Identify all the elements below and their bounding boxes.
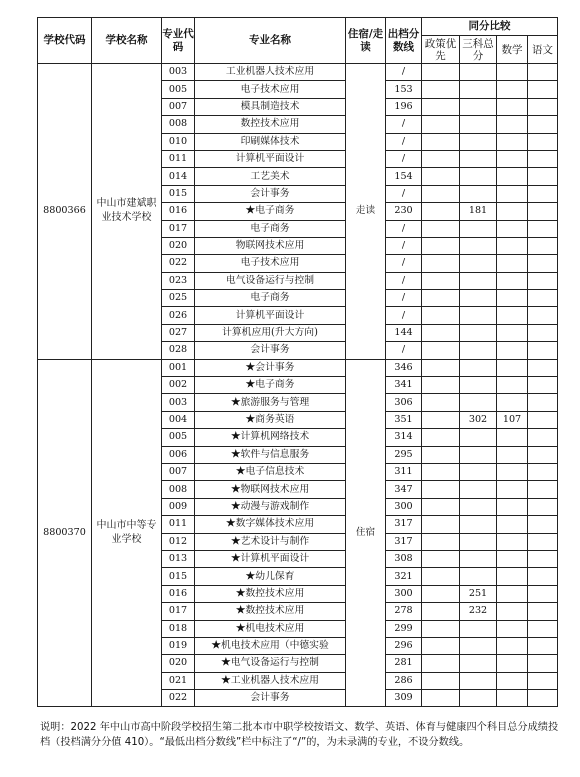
min-score-cell: / <box>386 342 422 359</box>
major-name-cell: ★计算机平面设计 <box>195 550 346 567</box>
three-total-cell <box>460 620 497 637</box>
major-code-cell: 007 <box>162 98 195 115</box>
chinese-cell <box>528 585 558 602</box>
min-score-cell: 317 <box>386 516 422 533</box>
min-score-cell: 196 <box>386 98 422 115</box>
major-name-cell: ★计算机网络技术 <box>195 429 346 446</box>
chinese-cell <box>528 550 558 567</box>
major-name-cell: ★数控技术应用 <box>195 603 346 620</box>
major-code-cell: 004 <box>162 411 195 428</box>
major-name-cell: ★数字媒体技术应用 <box>195 516 346 533</box>
three-total-cell <box>460 81 497 98</box>
three-total-cell <box>460 481 497 498</box>
three-total-cell <box>460 637 497 654</box>
major-code-cell: 013 <box>162 550 195 567</box>
major-code-cell: 017 <box>162 220 195 237</box>
math-cell <box>497 272 528 289</box>
policy-cell <box>422 690 460 707</box>
policy-cell <box>422 429 460 446</box>
chinese-cell <box>528 481 558 498</box>
min-score-cell: 230 <box>386 203 422 220</box>
school-code-cell: 8800370 <box>38 359 92 707</box>
chinese-cell <box>528 342 558 359</box>
chinese-cell <box>528 185 558 202</box>
major-code-cell: 017 <box>162 603 195 620</box>
major-name-cell: 电气设备运行与控制 <box>195 272 346 289</box>
major-code-cell: 025 <box>162 290 195 307</box>
major-name-cell: 电子技术应用 <box>195 255 346 272</box>
three-total-cell: 251 <box>460 585 497 602</box>
math-cell <box>497 655 528 672</box>
major-name-cell: ★工业机器人技术应用 <box>195 672 346 689</box>
major-name-cell: ★电子信息技术 <box>195 463 346 480</box>
three-total-cell <box>460 446 497 463</box>
math-cell <box>497 446 528 463</box>
math-cell <box>497 98 528 115</box>
math-cell <box>497 290 528 307</box>
header-chinese: 语文 <box>528 36 558 64</box>
policy-cell <box>422 533 460 550</box>
min-score-cell: 351 <box>386 411 422 428</box>
major-code-cell: 005 <box>162 81 195 98</box>
min-score-cell: 309 <box>386 690 422 707</box>
major-name-cell: ★旅游服务与管理 <box>195 394 346 411</box>
math-cell <box>497 568 528 585</box>
policy-cell <box>422 377 460 394</box>
policy-cell <box>422 585 460 602</box>
table-body <box>38 64 558 707</box>
major-name-cell: 电子技术应用 <box>195 81 346 98</box>
policy-cell <box>422 116 460 133</box>
math-cell <box>497 585 528 602</box>
chinese-cell <box>528 533 558 550</box>
chinese-cell <box>528 394 558 411</box>
chinese-cell <box>528 203 558 220</box>
header-three-total: 三科总分 <box>460 36 497 64</box>
min-score-cell: 278 <box>386 603 422 620</box>
three-total-cell: 232 <box>460 603 497 620</box>
policy-cell <box>422 220 460 237</box>
major-name-cell: ★电气设备运行与控制 <box>195 655 346 672</box>
min-score-cell: / <box>386 133 422 150</box>
math-cell <box>497 203 528 220</box>
chinese-cell <box>528 290 558 307</box>
chinese-cell <box>528 220 558 237</box>
policy-cell <box>422 481 460 498</box>
chinese-cell <box>528 64 558 81</box>
major-code-cell: 002 <box>162 377 195 394</box>
header-school-name: 学校名称 <box>92 18 162 64</box>
header-school-code: 学校代码 <box>38 18 92 64</box>
math-cell <box>497 237 528 254</box>
chinese-cell <box>528 516 558 533</box>
math-cell <box>497 498 528 515</box>
three-total-cell <box>460 185 497 202</box>
policy-cell <box>422 655 460 672</box>
major-code-cell: 010 <box>162 133 195 150</box>
min-score-cell: / <box>386 116 422 133</box>
three-total-cell <box>460 342 497 359</box>
min-score-cell: / <box>386 307 422 324</box>
major-name-cell: ★艺术设计与制作 <box>195 533 346 550</box>
major-name-cell: ★电子商务 <box>195 203 346 220</box>
math-cell <box>497 463 528 480</box>
min-score-cell: 300 <box>386 585 422 602</box>
major-code-cell: 026 <box>162 307 195 324</box>
major-code-cell: 003 <box>162 394 195 411</box>
policy-cell <box>422 516 460 533</box>
major-code-cell: 015 <box>162 185 195 202</box>
math-cell <box>497 516 528 533</box>
major-name-cell: ★动漫与游戏制作 <box>195 498 346 515</box>
chinese-cell <box>528 411 558 428</box>
min-score-cell: 153 <box>386 81 422 98</box>
boarding-cell: 走读 <box>346 64 386 360</box>
major-name-cell: 会计事务 <box>195 185 346 202</box>
boarding-cell: 住宿 <box>346 359 386 707</box>
three-total-cell <box>460 237 497 254</box>
major-name-cell: 会计事务 <box>195 690 346 707</box>
three-total-cell <box>460 220 497 237</box>
math-cell <box>497 550 528 567</box>
major-code-cell: 003 <box>162 64 195 81</box>
major-code-cell: 018 <box>162 620 195 637</box>
school-name-cell: 中山市中等专业学校 <box>92 359 162 707</box>
major-name-cell: 印刷媒体技术 <box>195 133 346 150</box>
major-name-cell: ★软件与信息服务 <box>195 446 346 463</box>
math-cell <box>497 255 528 272</box>
three-total-cell <box>460 516 497 533</box>
math-cell <box>497 690 528 707</box>
major-code-cell: 011 <box>162 516 195 533</box>
policy-cell <box>422 290 460 307</box>
major-code-cell: 008 <box>162 116 195 133</box>
footnote: 说明：2022 年中山市高中阶段学校招生第二批本市中职学校按语文、数学、英语、体育与健康四个科目总分成绩投档（投档满分分值 410）。“最低出档分数线”栏中标注了“/”的，为未录满的专业，不设分数线。 <box>40 722 559 748</box>
chinese-cell <box>528 116 558 133</box>
min-score-cell: 314 <box>386 429 422 446</box>
policy-cell <box>422 637 460 654</box>
math-cell <box>497 324 528 341</box>
min-score-cell: / <box>386 255 422 272</box>
chinese-cell <box>528 672 558 689</box>
min-score-cell: 347 <box>386 481 422 498</box>
table-row <box>38 64 558 81</box>
min-score-cell: 154 <box>386 168 422 185</box>
math-cell <box>497 481 528 498</box>
major-code-cell: 007 <box>162 463 195 480</box>
three-total-cell <box>460 377 497 394</box>
major-code-cell: 016 <box>162 203 195 220</box>
major-name-cell: 模具制造技术 <box>195 98 346 115</box>
min-score-cell: 341 <box>386 377 422 394</box>
chinese-cell <box>528 498 558 515</box>
min-score-cell: 144 <box>386 324 422 341</box>
math-cell <box>497 307 528 324</box>
min-score-cell: 300 <box>386 498 422 515</box>
major-name-cell: 会计事务 <box>195 342 346 359</box>
three-total-cell <box>460 168 497 185</box>
three-total-cell <box>460 568 497 585</box>
three-total-cell <box>460 672 497 689</box>
three-total-cell <box>460 98 497 115</box>
three-total-cell <box>460 290 497 307</box>
major-code-cell: 021 <box>162 672 195 689</box>
chinese-cell <box>528 359 558 376</box>
three-total-cell <box>460 463 497 480</box>
chinese-cell <box>528 603 558 620</box>
math-cell <box>497 672 528 689</box>
chinese-cell <box>528 690 558 707</box>
chinese-cell <box>528 307 558 324</box>
policy-cell <box>422 255 460 272</box>
three-total-cell <box>460 429 497 446</box>
min-score-cell: / <box>386 220 422 237</box>
three-total-cell <box>460 690 497 707</box>
policy-cell <box>422 359 460 376</box>
major-code-cell: 027 <box>162 324 195 341</box>
min-score-cell: / <box>386 237 422 254</box>
chinese-cell <box>528 446 558 463</box>
policy-cell <box>422 168 460 185</box>
major-code-cell: 005 <box>162 429 195 446</box>
policy-cell <box>422 272 460 289</box>
math-cell <box>497 359 528 376</box>
three-total-cell <box>460 255 497 272</box>
math-cell <box>497 603 528 620</box>
min-score-cell: 311 <box>386 463 422 480</box>
policy-cell <box>422 394 460 411</box>
header-policy: 政策优先 <box>422 36 460 64</box>
chinese-cell <box>528 133 558 150</box>
three-total-cell <box>460 64 497 81</box>
major-name-cell: 数控技术应用 <box>195 116 346 133</box>
chinese-cell <box>528 377 558 394</box>
three-total-cell <box>460 394 497 411</box>
math-cell <box>497 168 528 185</box>
header-min-score: 出档分数线 <box>386 18 422 64</box>
major-name-cell: ★机电技术应用（中德实验 <box>195 637 346 654</box>
major-name-cell: 计算机平面设计 <box>195 150 346 167</box>
three-total-cell: 302 <box>460 411 497 428</box>
chinese-cell <box>528 637 558 654</box>
major-code-cell: 022 <box>162 690 195 707</box>
math-cell: 107 <box>497 411 528 428</box>
three-total-cell <box>460 272 497 289</box>
major-code-cell: 014 <box>162 168 195 185</box>
chinese-cell <box>528 429 558 446</box>
chinese-cell <box>528 81 558 98</box>
three-total-cell <box>460 655 497 672</box>
major-name-cell: 电子商务 <box>195 220 346 237</box>
major-code-cell: 006 <box>162 446 195 463</box>
policy-cell <box>422 324 460 341</box>
admission-score-table <box>37 17 558 707</box>
major-code-cell: 008 <box>162 481 195 498</box>
major-code-cell: 022 <box>162 255 195 272</box>
math-cell <box>497 637 528 654</box>
min-score-cell: / <box>386 150 422 167</box>
policy-cell <box>422 342 460 359</box>
policy-cell <box>422 446 460 463</box>
major-name-cell: 工业机器人技术应用 <box>195 64 346 81</box>
chinese-cell <box>528 324 558 341</box>
chinese-cell <box>528 620 558 637</box>
policy-cell <box>422 133 460 150</box>
chinese-cell <box>528 463 558 480</box>
major-code-cell: 020 <box>162 237 195 254</box>
header-boarding: 住宿/走读 <box>346 18 386 64</box>
header-major-code: 专业代码 <box>162 18 195 64</box>
chinese-cell <box>528 568 558 585</box>
major-code-cell: 001 <box>162 359 195 376</box>
math-cell <box>497 342 528 359</box>
min-score-cell: 295 <box>386 446 422 463</box>
header-math: 数学 <box>497 36 528 64</box>
major-code-cell: 020 <box>162 655 195 672</box>
math-cell <box>497 533 528 550</box>
math-cell <box>497 150 528 167</box>
header-tie-compare: 同分比较 <box>422 18 558 36</box>
major-name-cell: 电子商务 <box>195 290 346 307</box>
math-cell <box>497 133 528 150</box>
major-code-cell: 012 <box>162 533 195 550</box>
table-row <box>38 359 558 376</box>
min-score-cell: 321 <box>386 568 422 585</box>
min-score-cell: 286 <box>386 672 422 689</box>
major-name-cell: ★物联网技术应用 <box>195 481 346 498</box>
major-code-cell: 009 <box>162 498 195 515</box>
math-cell <box>497 185 528 202</box>
major-name-cell: ★会计事务 <box>195 359 346 376</box>
policy-cell <box>422 185 460 202</box>
major-name-cell: 工艺美术 <box>195 168 346 185</box>
policy-cell <box>422 64 460 81</box>
policy-cell <box>422 203 460 220</box>
min-score-cell: 306 <box>386 394 422 411</box>
policy-cell <box>422 550 460 567</box>
min-score-cell: 317 <box>386 533 422 550</box>
policy-cell <box>422 237 460 254</box>
major-name-cell: 计算机平面设计 <box>195 307 346 324</box>
math-cell <box>497 620 528 637</box>
min-score-cell: / <box>386 272 422 289</box>
chinese-cell <box>528 272 558 289</box>
major-name-cell: ★数控技术应用 <box>195 585 346 602</box>
policy-cell <box>422 411 460 428</box>
policy-cell <box>422 498 460 515</box>
policy-cell <box>422 603 460 620</box>
header-major-name: 专业名称 <box>195 18 346 64</box>
major-name-cell: 计算机应用(升大方向) <box>195 324 346 341</box>
policy-cell <box>422 98 460 115</box>
policy-cell <box>422 150 460 167</box>
major-name-cell: ★商务英语 <box>195 411 346 428</box>
min-score-cell: / <box>386 185 422 202</box>
chinese-cell <box>528 237 558 254</box>
three-total-cell <box>460 550 497 567</box>
major-name-cell: ★机电技术应用 <box>195 620 346 637</box>
math-cell <box>497 377 528 394</box>
three-total-cell: 181 <box>460 203 497 220</box>
three-total-cell <box>460 150 497 167</box>
math-cell <box>497 394 528 411</box>
math-cell <box>497 64 528 81</box>
major-code-cell: 028 <box>162 342 195 359</box>
policy-cell <box>422 307 460 324</box>
school-name-cell: 中山市建斌职业技术学校 <box>92 64 162 360</box>
min-score-cell: 308 <box>386 550 422 567</box>
three-total-cell <box>460 307 497 324</box>
major-name-cell: ★电子商务 <box>195 377 346 394</box>
major-name-cell: ★幼儿保育 <box>195 568 346 585</box>
major-name-cell: 物联网技术应用 <box>195 237 346 254</box>
policy-cell <box>422 620 460 637</box>
three-total-cell <box>460 116 497 133</box>
chinese-cell <box>528 255 558 272</box>
math-cell <box>497 220 528 237</box>
chinese-cell <box>528 655 558 672</box>
min-score-cell: / <box>386 64 422 81</box>
school-code-cell: 8800366 <box>38 64 92 360</box>
math-cell <box>497 81 528 98</box>
major-code-cell: 011 <box>162 150 195 167</box>
policy-cell <box>422 568 460 585</box>
three-total-cell <box>460 133 497 150</box>
table-header <box>38 18 558 64</box>
min-score-cell: 346 <box>386 359 422 376</box>
min-score-cell: / <box>386 290 422 307</box>
major-code-cell: 016 <box>162 585 195 602</box>
policy-cell <box>422 672 460 689</box>
chinese-cell <box>528 98 558 115</box>
three-total-cell <box>460 359 497 376</box>
min-score-cell: 281 <box>386 655 422 672</box>
chinese-cell <box>528 150 558 167</box>
chinese-cell <box>528 168 558 185</box>
three-total-cell <box>460 324 497 341</box>
major-code-cell: 019 <box>162 637 195 654</box>
three-total-cell <box>460 533 497 550</box>
math-cell <box>497 116 528 133</box>
policy-cell <box>422 463 460 480</box>
min-score-cell: 296 <box>386 637 422 654</box>
major-code-cell: 023 <box>162 272 195 289</box>
major-code-cell: 015 <box>162 568 195 585</box>
three-total-cell <box>460 498 497 515</box>
math-cell <box>497 429 528 446</box>
policy-cell <box>422 81 460 98</box>
min-score-cell: 299 <box>386 620 422 637</box>
